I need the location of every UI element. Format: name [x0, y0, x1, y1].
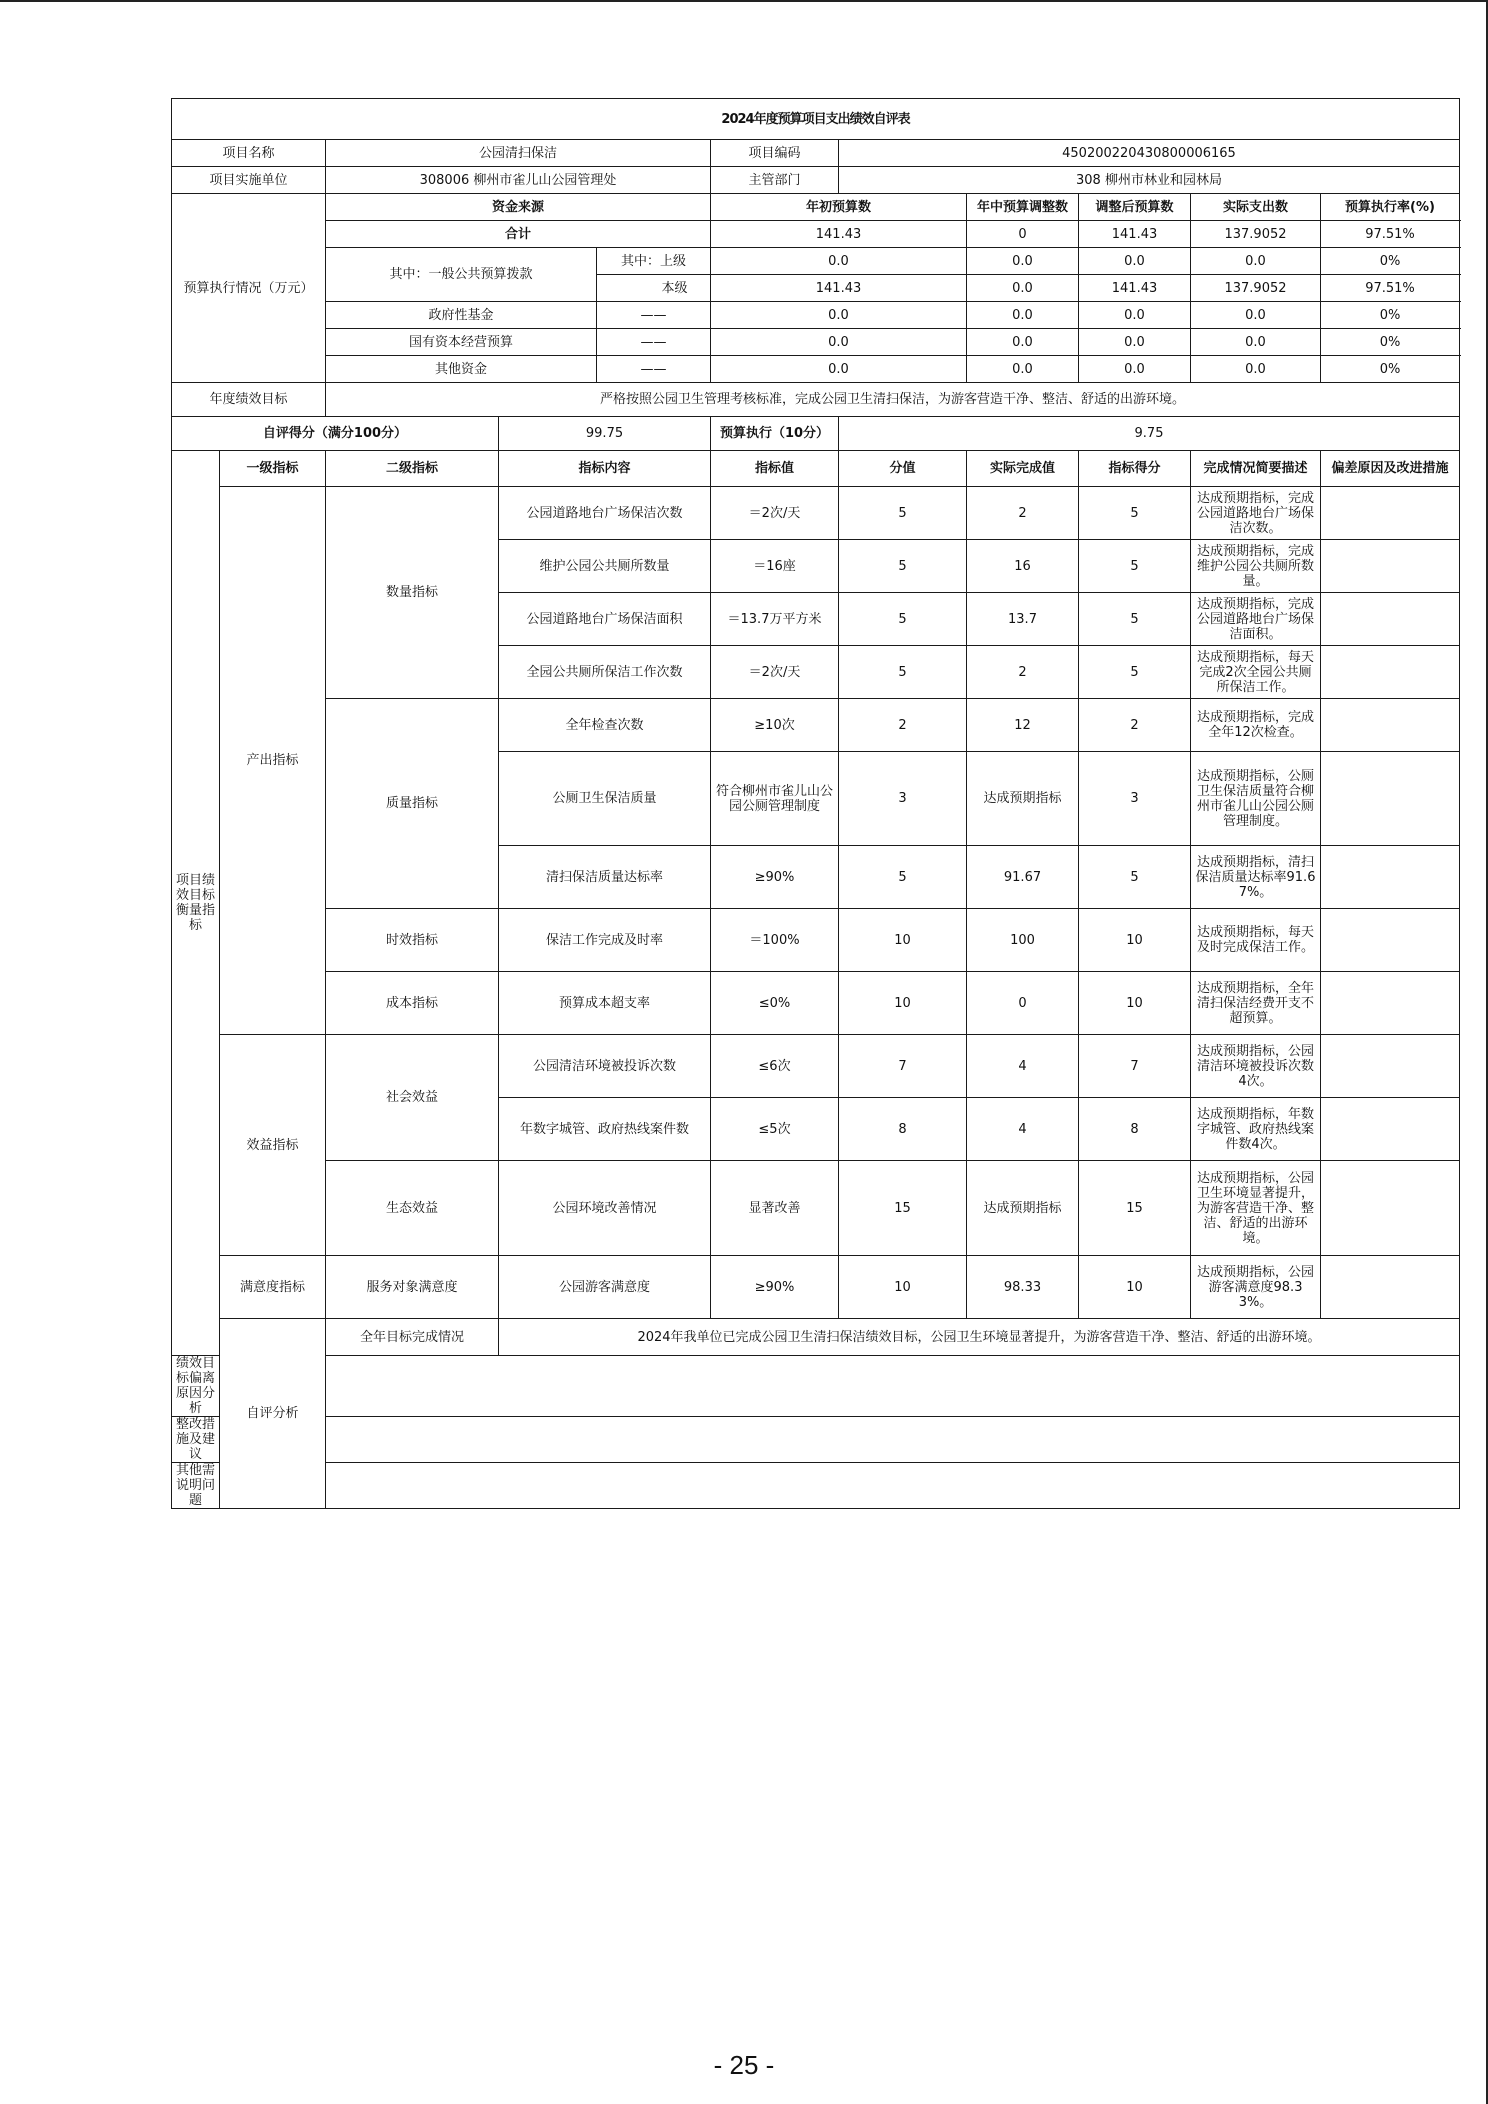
impl-unit-value: 308006 柳州市雀儿山公园管理处 [326, 167, 711, 194]
budget-local-adjusted: 141.43 [1079, 275, 1191, 302]
indicator-desc: 达成预期指标，完成公园道路地台广场保洁次数。 [1191, 487, 1321, 540]
indicator-target: ≤0% [711, 972, 839, 1035]
indicator-content: 公园清洁环境被投诉次数 [499, 1035, 711, 1098]
table-row [172, 909, 1460, 972]
page-number: - 25 - [713, 2050, 775, 2080]
indicator-weight: 7 [839, 1035, 967, 1098]
indicator-header-desc: 完成情况简要描述 [1191, 451, 1321, 487]
indicator-desc: 达成预期指标，公厕卫生保洁质量符合柳州市雀儿山公园公厕管理制度。 [1191, 752, 1321, 846]
indicator-reason [1321, 909, 1460, 972]
indicator-weight: 5 [839, 487, 967, 540]
indicator-desc: 达成预期指标，清扫保洁质量达标率91.67%。 [1191, 846, 1321, 909]
indicator-score: 10 [1079, 909, 1191, 972]
indicator-l1-benefit: 效益指标 [220, 1035, 326, 1256]
budget-fund-adjusted: 0.0 [1079, 302, 1191, 329]
indicator-desc: 达成预期指标，公园清洁环境被投诉次数4次。 [1191, 1035, 1321, 1098]
indicator-l2-quality: 质量指标 [326, 699, 499, 909]
budget-exec-value: 9.75 [839, 417, 1460, 451]
indicator-weight: 10 [839, 972, 967, 1035]
indicator-desc: 达成预期指标，完成公园道路地台广场保洁面积。 [1191, 593, 1321, 646]
indicator-target: ≥10次 [711, 699, 839, 752]
indicator-actual: 91.67 [967, 846, 1079, 909]
indicator-desc: 达成预期指标，公园游客满意度98.33%。 [1191, 1256, 1321, 1319]
score-row [172, 417, 1460, 451]
analysis-row-label: 全年目标完成情况 [326, 1319, 499, 1356]
indicator-desc: 达成预期指标，完成全年12次检查。 [1191, 699, 1321, 752]
indicator-weight: 10 [839, 1256, 967, 1319]
impl-unit-row [172, 167, 1460, 194]
score-value: 99.75 [499, 417, 711, 451]
table-row [172, 1161, 1460, 1256]
budget-capital-initial: 0.0 [711, 329, 967, 356]
indicator-reason [1321, 1161, 1460, 1256]
budget-general-label: 其中：一般公共预算拨款 [326, 248, 597, 302]
indicator-content: 保洁工作完成及时率 [499, 909, 711, 972]
indicator-header-weight: 分值 [839, 451, 967, 487]
indicator-content: 公厕卫生保洁质量 [499, 752, 711, 846]
evaluation-sheet [171, 98, 1459, 1509]
table-row [172, 1256, 1460, 1319]
indicator-header-row [172, 451, 1460, 487]
indicator-score: 5 [1079, 540, 1191, 593]
indicator-desc: 达成预期指标，每天及时完成保洁工作。 [1191, 909, 1321, 972]
indicator-actual: 4 [967, 1035, 1079, 1098]
indicator-header-score: 指标得分 [1079, 451, 1191, 487]
budget-misc-dash: —— [597, 356, 711, 383]
budget-header-mid-adjust: 年中预算调整数 [967, 194, 1079, 221]
indicator-l2-social: 社会效益 [326, 1035, 499, 1161]
indicator-score: 7 [1079, 1035, 1191, 1098]
analysis-row-text: 2024年我单位已完成公园卫生清扫保洁绩效目标，公园卫生环境显著提升，为游客营造干净、整洁、舒适的出游环境。 [499, 1319, 1460, 1356]
indicator-actual: 0 [967, 972, 1079, 1035]
dept-value: 308 柳州市林业和园林局 [839, 167, 1460, 194]
budget-capital-label: 国有资本经营预算 [326, 329, 597, 356]
indicator-content: 公园道路地台广场保洁面积 [499, 593, 711, 646]
annual-goal-row [172, 383, 1460, 417]
evaluation-table [171, 98, 1460, 1509]
indicator-score: 15 [1079, 1161, 1191, 1256]
budget-local-label: 本级 [597, 275, 711, 302]
indicator-content: 预算成本超支率 [499, 972, 711, 1035]
analysis-row-label: 其他需说明问题 [172, 1463, 220, 1509]
indicator-weight: 5 [839, 540, 967, 593]
indicator-header-content: 指标内容 [499, 451, 711, 487]
indicator-actual: 2 [967, 487, 1079, 540]
indicator-reason [1321, 846, 1460, 909]
budget-upper-row [172, 248, 1460, 275]
indicator-content: 全园公共厕所保洁工作次数 [499, 646, 711, 699]
indicator-target: ≥90% [711, 846, 839, 909]
indicator-target: ≥90% [711, 1256, 839, 1319]
budget-header-initial: 年初预算数 [711, 194, 967, 221]
analysis-row-text [326, 1417, 1460, 1463]
indicator-header-reason: 偏差原因及改进措施 [1321, 451, 1460, 487]
indicator-target: ＝100% [711, 909, 839, 972]
indicator-score: 3 [1079, 752, 1191, 846]
table-row [172, 699, 1460, 752]
indicator-score: 2 [1079, 699, 1191, 752]
impl-unit-label: 项目实施单位 [172, 167, 326, 194]
score-label: 自评得分（满分100分） [172, 417, 499, 451]
indicator-content: 公园游客满意度 [499, 1256, 711, 1319]
budget-exec-label: 预算执行（10分） [711, 417, 839, 451]
budget-header-source: 资金来源 [326, 194, 711, 221]
indicator-l2-cost: 成本指标 [326, 972, 499, 1035]
analysis-row-text [326, 1463, 1460, 1509]
indicator-actual: 16 [967, 540, 1079, 593]
budget-upper-rate: 0% [1321, 248, 1460, 275]
budget-misc-actual: 0.0 [1191, 356, 1321, 383]
indicator-weight: 15 [839, 1161, 967, 1256]
indicator-reason [1321, 540, 1460, 593]
budget-total-row [172, 221, 1460, 248]
budget-section-label: 预算执行情况（万元） [172, 194, 326, 383]
project-name-label: 项目名称 [172, 140, 326, 167]
project-name-value: 公园清扫保洁 [326, 140, 711, 167]
indicator-weight: 8 [839, 1098, 967, 1161]
analysis-row [172, 1417, 1460, 1463]
indicator-target: ＝16座 [711, 540, 839, 593]
page-title: 2024年度预算项目支出绩效自评表 [172, 99, 1460, 140]
analysis-row [172, 1463, 1460, 1509]
indicator-weight: 5 [839, 646, 967, 699]
budget-header-rate: 预算执行率(%) [1321, 194, 1460, 221]
indicator-actual: 2 [967, 646, 1079, 699]
budget-local-initial: 141.43 [711, 275, 967, 302]
indicator-content: 年数字城管、政府热线案件数 [499, 1098, 711, 1161]
analysis-row [172, 1319, 1460, 1356]
indicator-desc: 达成预期指标，每天完成2次全园公共厕所保洁工作。 [1191, 646, 1321, 699]
budget-upper-label: 其中：上级 [597, 248, 711, 275]
budget-upper-adjusted: 0.0 [1079, 248, 1191, 275]
indicator-actual: 达成预期指标 [967, 752, 1079, 846]
project-name-row [172, 140, 1460, 167]
indicator-target: ＝2次/天 [711, 646, 839, 699]
indicator-l2-service: 服务对象满意度 [326, 1256, 499, 1319]
analysis-row-text [326, 1356, 1460, 1417]
project-code-label: 项目编码 [711, 140, 839, 167]
indicator-weight: 5 [839, 846, 967, 909]
analysis-row-label: 整改措施及建议 [172, 1417, 220, 1463]
budget-misc-label: 其他资金 [326, 356, 597, 383]
indicator-target: 符合柳州市雀儿山公园公厕管理制度 [711, 752, 839, 846]
indicator-content: 公园道路地台广场保洁次数 [499, 487, 711, 540]
table-row [172, 1035, 1460, 1098]
table-row [172, 972, 1460, 1035]
budget-fund-initial: 0.0 [711, 302, 967, 329]
budget-header-row [172, 194, 1460, 221]
indicator-target: ＝2次/天 [711, 487, 839, 540]
indicator-header-l2: 二级指标 [326, 451, 499, 487]
annual-goal-text: 严格按照公园卫生管理考核标准，完成公园卫生清扫保洁，为游客营造干净、整洁、舒适的出游环境。 [326, 383, 1460, 417]
budget-local-mid-adjust: 0.0 [967, 275, 1079, 302]
indicator-section-label: 项目绩效目标衡量指标 [172, 451, 220, 1356]
indicator-score: 8 [1079, 1098, 1191, 1161]
budget-capital-actual: 0.0 [1191, 329, 1321, 356]
indicator-reason [1321, 487, 1460, 540]
indicator-header-actual: 实际完成值 [967, 451, 1079, 487]
budget-total-rate: 97.51% [1321, 221, 1460, 248]
budget-fund-dash: —— [597, 302, 711, 329]
page-top-border [0, 0, 1488, 2]
budget-other-row [172, 356, 1460, 383]
indicator-reason [1321, 646, 1460, 699]
indicator-reason [1321, 752, 1460, 846]
indicator-actual: 13.7 [967, 593, 1079, 646]
indicator-desc: 达成预期指标，全年清扫保洁经费开支不超预算。 [1191, 972, 1321, 1035]
analysis-row [172, 1356, 1460, 1417]
budget-local-actual: 137.9052 [1191, 275, 1321, 302]
indicator-desc: 达成预期指标，年数字城管、政府热线案件数4次。 [1191, 1098, 1321, 1161]
budget-capital-mid-adjust: 0.0 [967, 329, 1079, 356]
budget-fund-mid-adjust: 0.0 [967, 302, 1079, 329]
budget-capital-rate: 0% [1321, 329, 1460, 356]
indicator-weight: 10 [839, 909, 967, 972]
indicator-desc: 达成预期指标，完成维护公园公共厕所数量。 [1191, 540, 1321, 593]
indicator-l2-eco: 生态效益 [326, 1161, 499, 1256]
indicator-target: ≤5次 [711, 1098, 839, 1161]
budget-upper-actual: 0.0 [1191, 248, 1321, 275]
budget-fund-label: 政府性基金 [326, 302, 597, 329]
indicator-l1-satisfaction: 满意度指标 [220, 1256, 326, 1319]
indicator-score: 5 [1079, 646, 1191, 699]
budget-misc-adjusted: 0.0 [1079, 356, 1191, 383]
indicator-reason [1321, 972, 1460, 1035]
indicator-score: 10 [1079, 972, 1191, 1035]
indicator-header-l1: 一级指标 [220, 451, 326, 487]
project-code-value: 450200220430800006165 [839, 140, 1460, 167]
indicator-actual: 98.33 [967, 1256, 1079, 1319]
budget-upper-initial: 0.0 [711, 248, 967, 275]
budget-header-adjusted: 调整后预算数 [1079, 194, 1191, 221]
indicator-content: 全年检查次数 [499, 699, 711, 752]
indicator-l2-quantity: 数量指标 [326, 487, 499, 699]
analysis-section-label: 自评分析 [220, 1319, 326, 1509]
indicator-target: ≤6次 [711, 1035, 839, 1098]
annual-goal-label: 年度绩效目标 [172, 383, 326, 417]
indicator-score: 5 [1079, 487, 1191, 540]
budget-total-actual: 137.9052 [1191, 221, 1321, 248]
indicator-score: 10 [1079, 1256, 1191, 1319]
indicator-weight: 2 [839, 699, 967, 752]
budget-total-label: 合计 [326, 221, 711, 248]
indicator-content: 清扫保洁质量达标率 [499, 846, 711, 909]
budget-misc-rate: 0% [1321, 356, 1460, 383]
indicator-header-target: 指标值 [711, 451, 839, 487]
indicator-reason [1321, 1256, 1460, 1319]
budget-capital-adjusted: 0.0 [1079, 329, 1191, 356]
indicator-l1-output: 产出指标 [220, 487, 326, 1035]
indicator-content: 维护公园公共厕所数量 [499, 540, 711, 593]
indicator-actual: 4 [967, 1098, 1079, 1161]
indicator-score: 5 [1079, 846, 1191, 909]
indicator-actual: 12 [967, 699, 1079, 752]
budget-fund-actual: 0.0 [1191, 302, 1321, 329]
budget-misc-mid-adjust: 0.0 [967, 356, 1079, 383]
budget-total-mid-adjust: 0 [967, 221, 1079, 248]
analysis-row-label: 绩效目标偏离原因分析 [172, 1356, 220, 1417]
indicator-target: 显著改善 [711, 1161, 839, 1256]
indicator-weight: 3 [839, 752, 967, 846]
indicator-reason [1321, 1098, 1460, 1161]
table-row [172, 487, 1460, 540]
indicator-actual: 100 [967, 909, 1079, 972]
indicator-desc: 达成预期指标，公园卫生环境显著提升，为游客营造干净、整洁、舒适的出游环境。 [1191, 1161, 1321, 1256]
indicator-actual: 达成预期指标 [967, 1161, 1079, 1256]
indicator-l2-time: 时效指标 [326, 909, 499, 972]
budget-other-row [172, 302, 1460, 329]
budget-other-row [172, 329, 1460, 356]
indicator-weight: 5 [839, 593, 967, 646]
indicator-reason [1321, 1035, 1460, 1098]
indicator-reason [1321, 699, 1460, 752]
dept-label: 主管部门 [711, 167, 839, 194]
budget-capital-dash: —— [597, 329, 711, 356]
budget-misc-initial: 0.0 [711, 356, 967, 383]
indicator-score: 5 [1079, 593, 1191, 646]
budget-header-actual: 实际支出数 [1191, 194, 1321, 221]
indicator-content: 公园环境改善情况 [499, 1161, 711, 1256]
budget-fund-rate: 0% [1321, 302, 1460, 329]
budget-upper-mid-adjust: 0.0 [967, 248, 1079, 275]
indicator-reason [1321, 593, 1460, 646]
budget-total-adjusted: 141.43 [1079, 221, 1191, 248]
indicator-target: ＝13.7万平方米 [711, 593, 839, 646]
budget-local-rate: 97.51% [1321, 275, 1460, 302]
budget-total-initial: 141.43 [711, 221, 967, 248]
